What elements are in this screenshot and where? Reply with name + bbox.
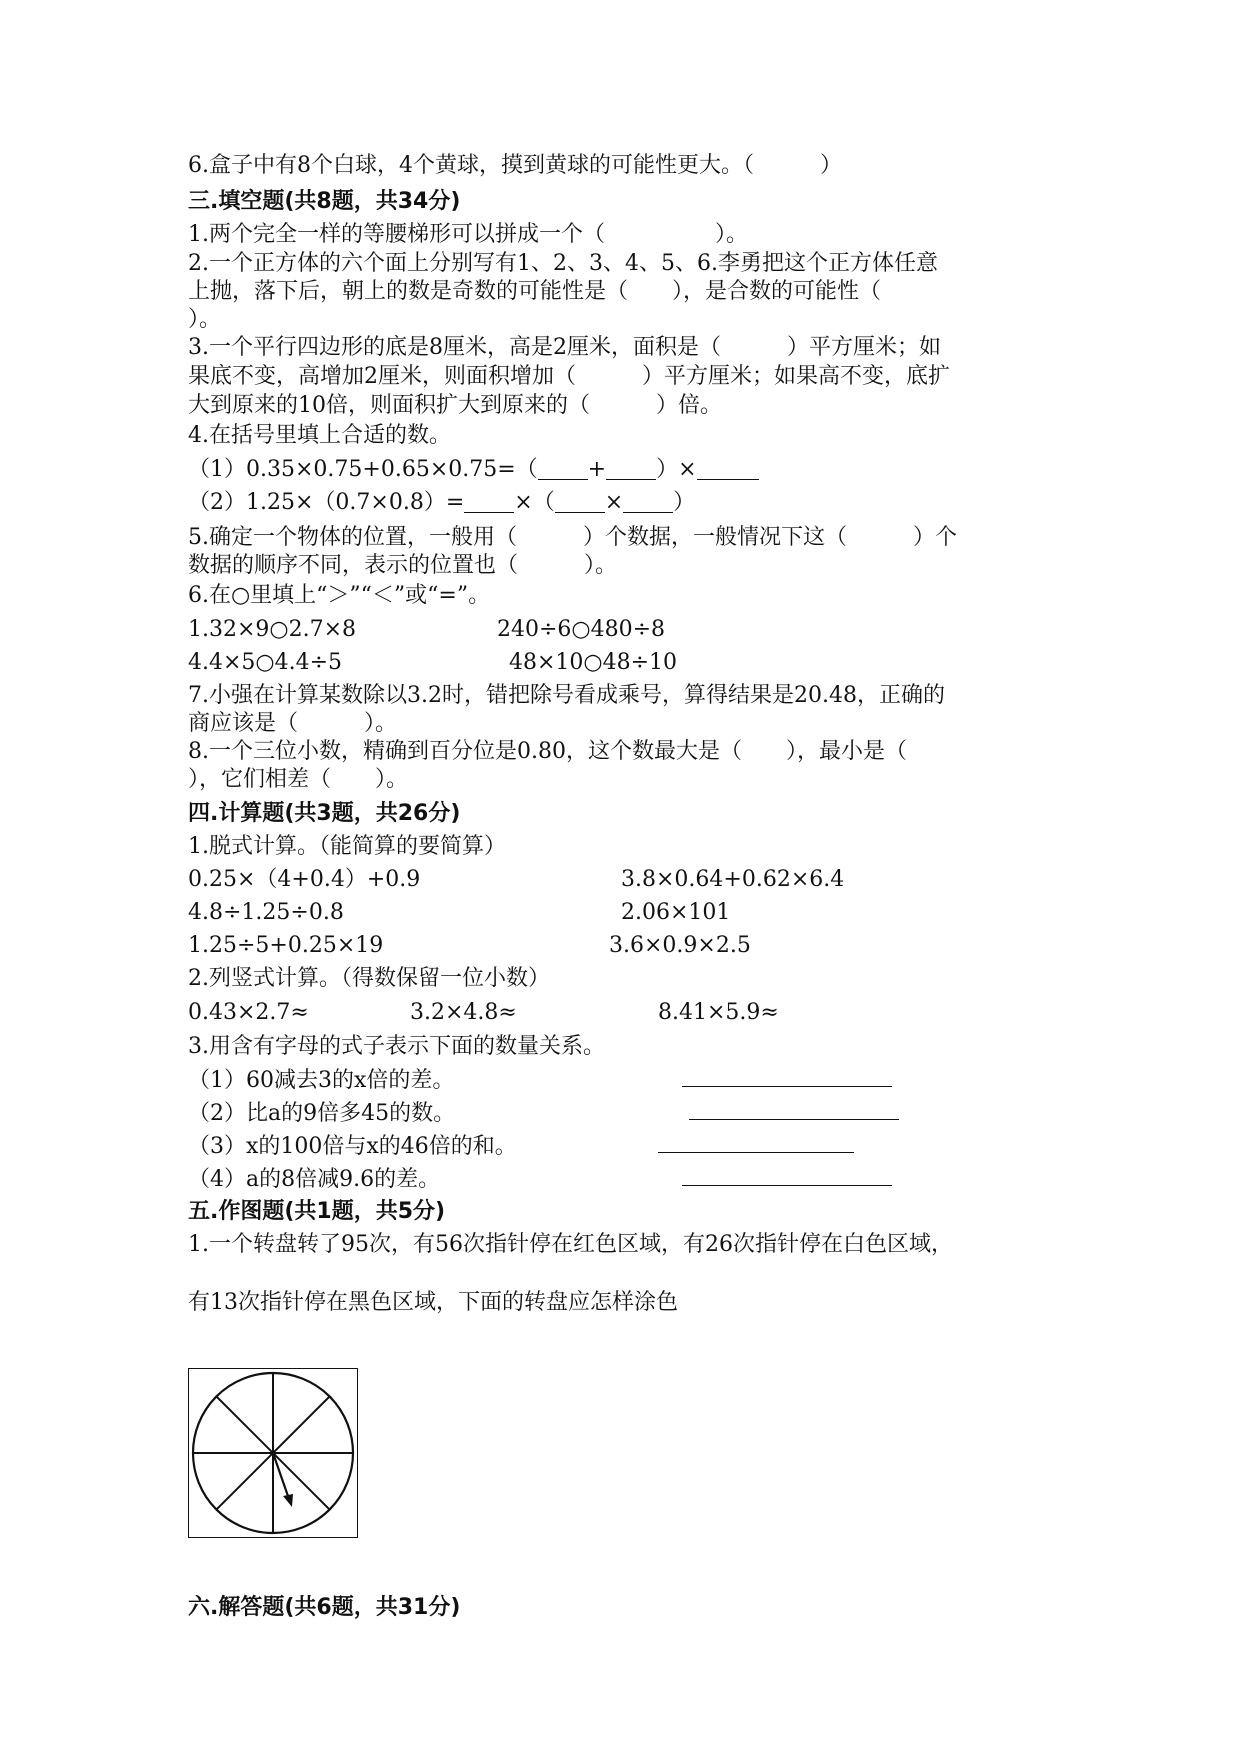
vertical-calc-1: 0.43×2.7≈ [188,1000,309,1025]
calc-q2: 2.列竖式计算。（得数保留一位小数） [188,966,550,991]
fill-q3-line3: 大到原来的10倍，则面积扩大到原来的（ ）倍。 [188,393,722,418]
fill-q8-line2: ），它们相差（ ）。 [188,767,409,792]
judge-question-6: 6.盒子中有8个白球，4个黄球，摸到黄球的可能性更大。（ ） [188,153,842,178]
answer-line[interactable] [682,1185,892,1186]
fill-q4-part1 [188,455,759,485]
q4-part2-text-a: （2）1.25×（0.7×0.8）= [188,490,465,515]
expr-1: （1）60减去3的x倍的差。 [188,1068,455,1093]
fill-q7-line1: 7.小强在计算某数除以3.2时，错把除号看成乘号，算得结果是20.48，正确的 [188,683,945,708]
calc-2b: 2.06×101 [621,900,731,925]
q4-part1-text-b: ）× [656,457,697,482]
q4-part2-text-c: ） [673,490,696,515]
fill-q8-line1: 8.一个三位小数，精确到百分位是0.80，这个数最大是（ ），最小是（ [188,739,907,764]
spinner-figure [188,1368,358,1538]
answer-blank[interactable] [464,492,514,513]
calc-1b: 3.8×0.64+0.62×6.4 [621,867,845,892]
q4-part2-times: × [604,490,624,515]
expr-3: （3）x的100倍与x的46倍的和。 [188,1134,517,1159]
expr-2: （2）比a的9倍多45的数。 [188,1101,456,1126]
vertical-calc-3: 8.41×5.9≈ [658,1000,779,1025]
fill-q3-line2: 果底不变，高增加2厘米，则面积增加（ ）平方厘米；如果高不变，底扩 [188,364,950,389]
spinner-wheel[interactable] [189,1369,357,1537]
fill-q4: 4.在括号里填上合适的数。 [188,423,451,448]
calc-q3: 3.用含有字母的式子表示下面的数量关系。 [188,1034,605,1059]
calc-3b: 3.6×0.9×2.5 [609,933,751,958]
expr-4: （4）a的8倍减9.6的差。 [188,1167,441,1192]
answer-line[interactable] [689,1119,899,1120]
vertical-calc-2: 3.2×4.8≈ [410,1000,517,1025]
fill-q7-line2: 商应该是（ ）。 [188,711,398,736]
section-4-title: 四.计算题(共3题，共26分) [188,801,461,826]
calc-1a: 0.25×（4+0.4）+0.9 [188,867,421,892]
fill-q6: 6.在○里填上“＞”“＜”或“=”。 [188,583,491,608]
fill-q3-line1: 3.一个平行四边形的底是8厘米，高是2厘米，面积是（ ）平方厘米；如 [188,335,941,360]
compare-1a: 1.32×9○2.7×8 [188,617,357,642]
q4-part1-text-a: （1）0.35×0.75+0.65×0.75=（ [188,457,538,482]
answer-blank[interactable] [555,492,605,513]
calc-2a: 4.8÷1.25÷0.8 [188,900,344,925]
fill-q2-line2: 上抛，落下后，朝上的数是奇数的可能性是（ ），是合数的可能性（ [188,279,882,304]
fill-q5-line2: 数据的顺序不同，表示的位置也（ ）。 [188,553,618,578]
compare-1b: 240÷6○480÷8 [497,617,666,642]
fill-q1: 1.两个完全一样的等腰梯形可以拼成一个（ ）。 [188,222,748,247]
fill-q2-line1: 2.一个正方体的六个面上分别写有1、2、3、4、5、6.李勇把这个正方体任意 [188,251,938,276]
draw-q1-line1: 1.一个转盘转了95次，有56次指针停在红色区域，有26次指针停在白色区域， [188,1232,953,1257]
section-6-title: 六.解答题(共6题，共31分) [188,1595,461,1620]
calc-q1: 1.脱式计算。（能简算的要简算） [188,834,506,859]
answer-line[interactable] [682,1086,892,1087]
answer-blank[interactable] [606,459,656,480]
answer-line[interactable] [658,1152,854,1153]
answer-blank[interactable] [538,459,588,480]
fill-q4-part2 [188,488,695,518]
q4-part2-text-b: ×（ [514,490,555,515]
q4-part1-plus: + [587,457,607,482]
compare-2b: 48×10○48÷10 [509,650,678,675]
compare-2a: 4.4×5○4.4÷5 [188,650,343,675]
fill-q5-line1: 5.确定一个物体的位置，一般用（ ）个数据，一般情况下这（ ）个 [188,525,957,550]
section-3-title: 三.填空题(共8题，共34分) [188,189,461,214]
section-5-title: 五.作图题(共1题，共5分) [188,1199,446,1224]
fill-q2-line3: ）。 [188,307,222,332]
answer-blank[interactable] [623,492,673,513]
answer-blank[interactable] [697,459,759,480]
calc-3a: 1.25÷5+0.25×19 [188,933,384,958]
draw-q1-line2: 有13次指针停在黑色区域，下面的转盘应怎样涂色 [188,1290,678,1315]
